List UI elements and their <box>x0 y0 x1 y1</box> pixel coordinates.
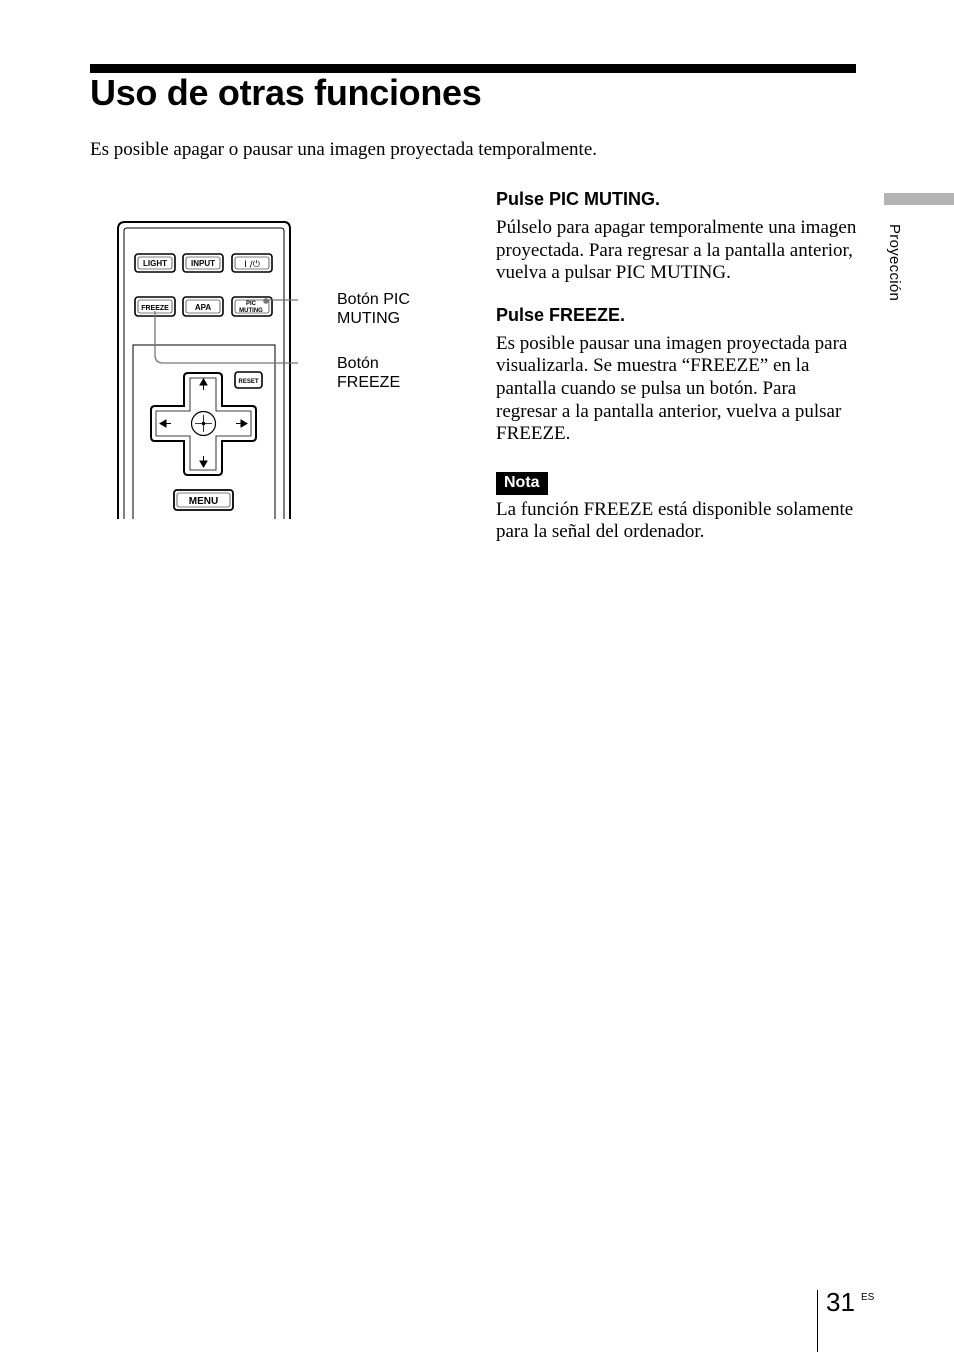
callout-line: Botón <box>337 355 379 372</box>
svg-text:MENU: MENU <box>188 496 219 507</box>
section-heading: Pulse PIC MUTING. <box>496 189 661 209</box>
menu-button <box>174 490 233 510</box>
svg-text:INPUT: INPUT <box>191 259 215 268</box>
footer-rule <box>817 1290 818 1352</box>
section-tab-marker <box>884 193 954 205</box>
section-tab-label: Proyección <box>886 224 903 302</box>
page-language: ES <box>861 1292 875 1303</box>
note-body: La función FREEZE está disponible solamente para la señal del ordenador. <box>496 498 854 543</box>
svg-text:MUTING: MUTING <box>239 308 263 314</box>
note-label: Nota <box>496 472 548 495</box>
reset-button <box>235 372 262 388</box>
remote-control-illustration <box>108 215 298 523</box>
svg-text:RESET: RESET <box>238 379 259 385</box>
page-number: 31 <box>826 1287 855 1317</box>
section-heading: Pulse FREEZE. <box>496 304 626 325</box>
svg-text:PIC: PIC <box>245 301 257 307</box>
pic-muting-callout-label <box>337 290 410 328</box>
svg-text:LIGHT: LIGHT <box>143 259 167 268</box>
freeze-callout-line <box>155 311 298 363</box>
power-button <box>232 254 272 272</box>
freeze-callout-label <box>337 354 400 392</box>
callout-line: MUTING <box>337 310 401 327</box>
svg-text:FREEZE: FREEZE <box>141 305 169 312</box>
apa-button <box>183 297 223 316</box>
input-button <box>183 254 223 272</box>
section-body: Es posible pausar una imagen proyectada para visualizarla. Se muestra “FREEZE” en la pantalla cuando se pulsa un botón. Para regresar a la pantalla anterior, vuelva a pulsar FREEZE. <box>496 332 848 445</box>
svg-text:I /⏻: I /⏻ <box>244 260 260 270</box>
instructions-column <box>496 188 858 544</box>
light-button <box>135 254 175 272</box>
page-title: Uso de otras funciones <box>90 72 482 113</box>
callout-line: Botón PIC <box>337 291 410 308</box>
svg-text:APA: APA <box>194 303 212 312</box>
callout-line: FREEZE <box>337 374 401 391</box>
section-body: Púlselo para apagar temporalmente una imagen proyectada. Para regresar a la pantalla anterior, vuelva a pulsar PIC MUTING. <box>496 217 857 284</box>
intro-text: Es posible apagar o pausar una imagen proyectada temporalmente. <box>90 139 597 160</box>
